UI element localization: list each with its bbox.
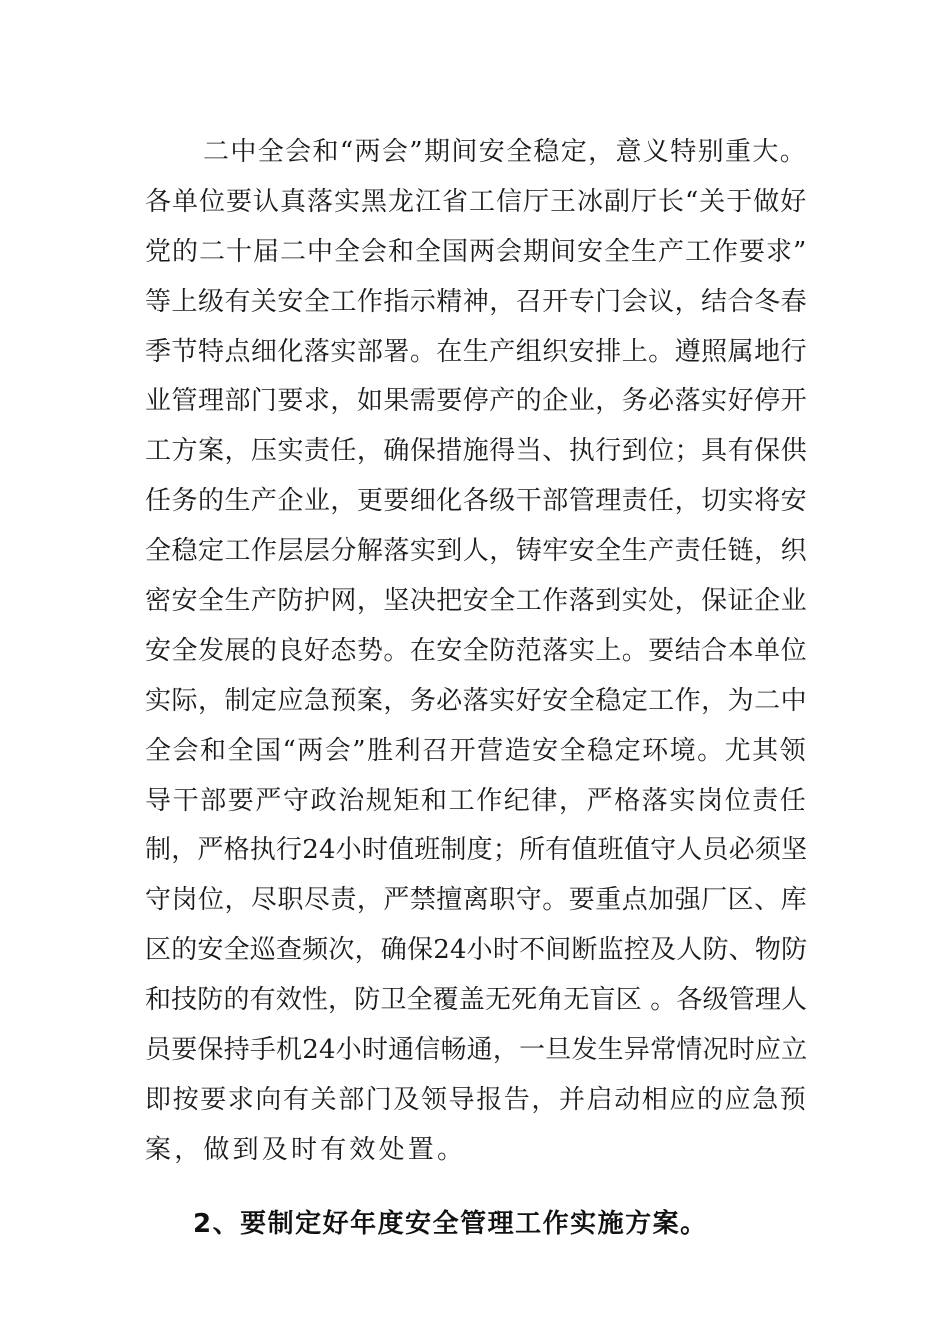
- paragraph-line: 党的二十届二中全会和全国两会期间安全生产工作要求”: [145, 236, 808, 267]
- paragraph-line: 制，严格执行24小时值班制度；所有值班值守人员必须坚: [145, 835, 808, 866]
- body-paragraph: [145, 128, 807, 1176]
- paragraph-line: 各单位要认真落实黑龙江省工信厅王冰副厅长“关于做好: [145, 186, 808, 217]
- paragraph-line: 安全发展的良好态势。在安全防范落实上。要结合本单位: [145, 635, 807, 666]
- paragraph-line: 任务的生产企业，更要细化各级干部管理责任，切实将安: [145, 486, 807, 517]
- document-body: [145, 128, 807, 1249]
- paragraph-line: 即按要求向有关部门及领导报告，并启动相应的应急预: [145, 1084, 808, 1115]
- section-heading: 2、要制定好年度安全管理工作实施方案。: [193, 1208, 708, 1239]
- paragraph-line: 季节特点细化落实部署。在生产组织安排上。遵照属地行: [145, 336, 807, 367]
- paragraph-line: 等上级有关安全工作指示精神，召开专门会议，结合冬春: [145, 286, 807, 317]
- paragraph-line: 导干部要严守政治规矩和工作纪律，严格落实岗位责任: [145, 785, 808, 816]
- paragraph-line: 守岗位，尽职尽责，严禁擅离职守。要重点加强厂区、库: [145, 885, 807, 916]
- paragraph-line: 密安全生产防护网，坚决把安全工作落到实处，保证企业: [145, 586, 807, 617]
- paragraph-line: 全会和全国“两会”胜利召开营造安全稳定环境。尤其领: [145, 735, 807, 766]
- paragraph-line: 和技防的有效性，防卫全覆盖无死角无盲区 。各级管理人: [145, 985, 807, 1016]
- paragraph-line: 实际，制定应急预案，务必落实好安全稳定工作，为二中: [145, 685, 807, 716]
- paragraph-line: 区的安全巡查频次，确保24小时不间断监控及人防、物防: [145, 935, 808, 966]
- paragraph-line: 全稳定工作层层分解落实到人，铸牢安全生产责任链，织: [145, 536, 807, 567]
- paragraph-line: 二中全会和“两会”期间安全稳定，意义特别重大。: [203, 137, 807, 167]
- paragraph-line: 员要保持手机24小时通信畅通，一旦发生异常情况时应立: [145, 1035, 808, 1066]
- paragraph-line: 工方案，压实责任，确保措施得当、执行到位；具有保供: [145, 436, 807, 467]
- paragraph-line: 案，做到及时有效处置。: [145, 1134, 467, 1165]
- paragraph-line: 业管理部门要求，如果需要停产的企业，务必落实好停开: [145, 386, 807, 417]
